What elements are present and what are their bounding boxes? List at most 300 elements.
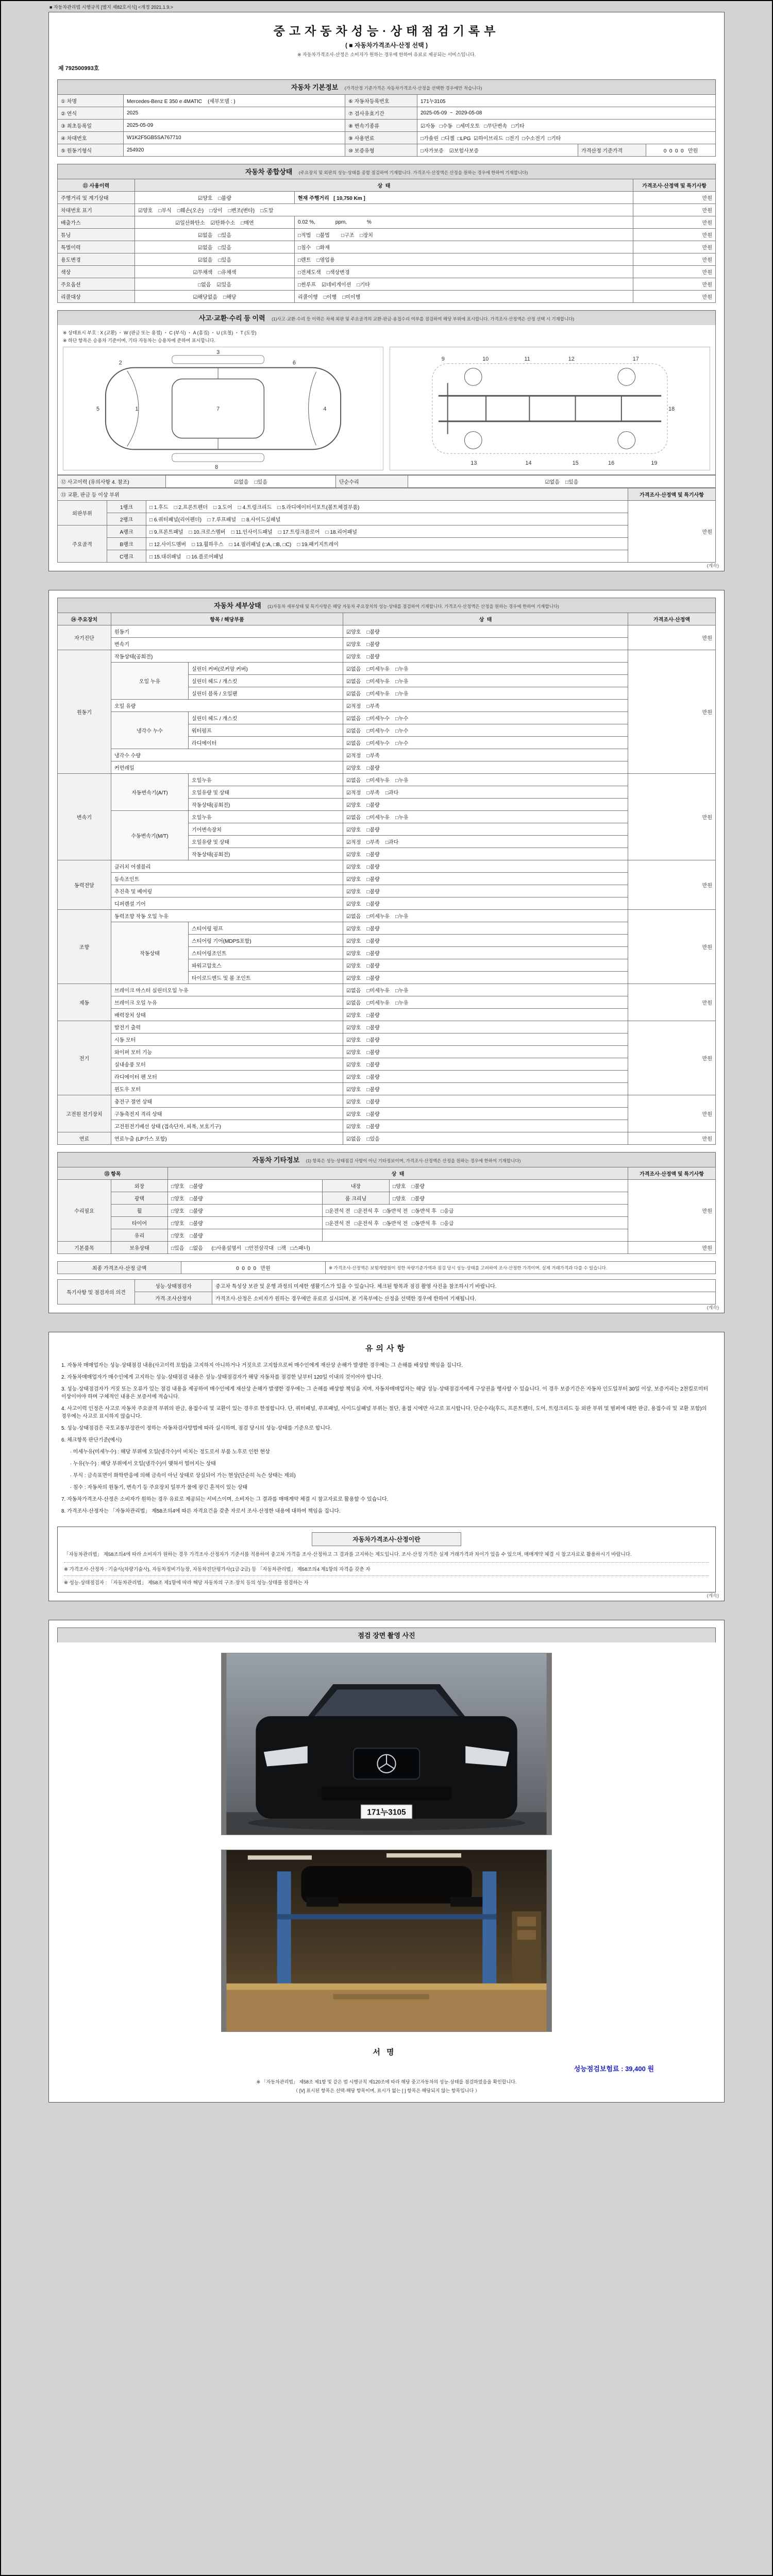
etc-info-cell: □있음 □없음 (□사용설명서 □안전삼각대 □잭 □스패너) — [168, 1242, 628, 1254]
detail-state-cell: 라디에이터 — [189, 737, 343, 749]
detail-state-cell: ☑양호 □불량 — [343, 1095, 628, 1108]
table-row — [57, 1470, 716, 1482]
section-accident-note: (1)사고·교환·수리 등 이력은 차체 외판 및 주요골격의 교환·판금·용접수리 여부를 점검하여 해당 부위에 표시합니다. 가격조사·산정액은 산정 선택 시 기재합니다) — [272, 316, 575, 321]
notice-paragraph: 6. 체크항목 판단기준(예시) — [61, 1437, 122, 1443]
final-price-cell: 0 0 0 0 만원 — [181, 1262, 326, 1274]
etc-info-cell: □양호 □불량 — [168, 1180, 323, 1192]
table-row — [58, 1262, 716, 1274]
notice-paragraph: 8. 가격조사·산정자는 「자동차관리법」 제58조의4에 따른 자격요건을 갖춘 자로서 조사·산정한 내용에 대하여 책임을 집니다. — [61, 1509, 341, 1514]
overall-state-cell: 만원 — [633, 204, 716, 216]
detail-state-cell: 타이로드엔드 및 볼 조인트 — [189, 972, 343, 984]
table-row — [58, 650, 716, 663]
table-row — [58, 1108, 716, 1120]
document-number: 제 792500993호 — [58, 65, 99, 72]
basic-info-cell: ③ 최초등록일 — [58, 120, 124, 132]
accident-rank-cell: C랭크 — [107, 550, 146, 563]
detail-state-cell: 발전기 출력 — [111, 1021, 343, 1033]
basic-info-cell: 2025-05-09 ~ 2029-05-08 — [417, 107, 716, 120]
table-row — [58, 253, 716, 266]
etc-info-cell: 보유상태 — [111, 1242, 168, 1254]
detail-state-cell: ☑양호 □불량 — [343, 885, 628, 897]
diagram-number: 11 — [524, 355, 530, 362]
detail-state-cell: 만원 — [628, 1095, 716, 1132]
final-price-cell: ※ 가격조사·산정액은 보험개발원이 정한 차량기준가액과 점검 당시 성능·상태를 고려하여 조사·산정한 가격이며, 실제 거래가격과 다를 수 있습니다. — [326, 1262, 716, 1274]
detail-state-cell: ☑없음 □미세누유 □누유 — [343, 910, 628, 922]
section-overall-bar — [57, 164, 716, 179]
detail-state-cell: 자기진단 — [58, 625, 111, 650]
table-row — [58, 996, 716, 1009]
table-row — [58, 663, 716, 675]
table-row — [58, 266, 716, 278]
detail-state-cell: 작동상태 — [111, 922, 189, 984]
accident-history-table — [57, 475, 716, 488]
accident-rank-cell: □ 6.쿼터패널(리어펜더) □ 7.루프패널 □ 8.사이드실패널 — [146, 513, 628, 526]
detail-state-cell: 워터펌프 — [189, 724, 343, 737]
table-row — [57, 1371, 716, 1383]
accident-rank-cell: A랭크 — [107, 526, 146, 538]
document-header — [57, 19, 716, 58]
detail-state-cell: 작동상태(공회전) — [111, 650, 343, 663]
detail-state-cell: 항목 / 해당부품 — [111, 613, 343, 625]
detail-state-cell: ☑적정 □부족 □과다 — [343, 836, 628, 848]
accident-legend-note: ※ 하단 항목은 승용차 기준이며, 기타 자동차는 승용차에 준하여 표시합니다. — [63, 338, 215, 343]
detail-state-cell: ☑없음 □있음 — [343, 1132, 628, 1145]
accident-rank-cell: 만원 — [628, 501, 716, 563]
detail-state-cell: 냉각수 누수 — [111, 712, 189, 749]
detail-state-cell: ☑양호 □불량 — [343, 1033, 628, 1046]
overall-state-cell: ☑없음 □있음 — [135, 229, 295, 241]
table-row — [58, 1083, 716, 1095]
detail-state-cell: ☑양호 □불량 — [343, 1021, 628, 1033]
table-row — [58, 278, 716, 291]
price-survey-info-title: 자동차가격조사·산정이란 — [312, 1532, 461, 1546]
detail-state-cell: ☑없음 □미세누유 □누유 — [343, 996, 628, 1009]
car-frame-diagram — [390, 347, 710, 470]
table-row — [58, 144, 716, 157]
detail-state-cell: 실린더 커버(로커암 커버) — [189, 663, 343, 675]
section-accident-title: 사고·교환·수리 등 이력 — [198, 314, 265, 322]
inspection-photo-front — [221, 1653, 552, 1835]
detail-state-cell: 스티어링 펌프 — [189, 922, 343, 935]
detail-state-cell: ☑없음 □미세누유 □누유 — [343, 984, 628, 996]
detail-state-cell: 냉각수 수량 — [111, 749, 343, 761]
license-plate-text: 171누3105 — [367, 1808, 406, 1817]
section-detail-bar — [57, 598, 716, 613]
detail-state-cell: 윈도우 모터 — [111, 1083, 343, 1095]
table-row — [58, 538, 716, 550]
diagram-number: 15 — [572, 460, 579, 467]
detail-state-cell: ☑양호 □불량 — [343, 897, 628, 910]
panel-basic — [48, 12, 725, 571]
detail-state-cell: 오일 유량 — [111, 700, 343, 712]
etc-info-cell — [323, 1229, 628, 1242]
table-row — [58, 1217, 716, 1229]
overall-state-cell: ⑪ 사용이력 — [58, 179, 135, 192]
accident-rank-cell: □ 15.대쉬패널 □ 16.플로어패널 — [146, 550, 628, 563]
table-row — [58, 241, 716, 253]
basic-info-cell: ⑤ 원동기형식 — [58, 144, 124, 157]
etc-info-cell: 수리필요 — [58, 1180, 111, 1242]
table-row — [58, 229, 716, 241]
detail-state-cell: 변속기 — [58, 774, 111, 860]
checkbox-legend-line: （ [V] 표시된 항목은 선택·해당 항목이며, 표시가 없는 [ ] 항목은 해당되지 않는 항목입니다 ） — [293, 2088, 480, 2093]
detail-state-cell: ☑양호 □불량 — [343, 1046, 628, 1058]
detail-state-cell: 스티어링조인트 — [189, 947, 343, 959]
detail-state-cell: 시동 모터 — [111, 1033, 343, 1046]
remarks-cell: 가격·조사산정자 — [135, 1292, 212, 1304]
notice-paragraph: 5. 성능·상태점검은 국토교통부장관이 정하는 자동차검사방법에 따라 실시하며, 점검 당시의 성능·상태를 기준으로 합니다. — [61, 1426, 332, 1431]
overall-state-cell: □적법 □불법 □구조 □장치 — [295, 229, 633, 241]
etc-info-cell: 만원 — [628, 1242, 716, 1254]
detail-state-cell: 오일 누유 — [111, 663, 189, 700]
basic-info-cell: 171누3105 — [417, 95, 716, 107]
table-row — [58, 513, 716, 526]
etc-info-cell: □양호 □불량 — [168, 1192, 323, 1205]
table-row — [58, 984, 716, 996]
notice-paragraph: 3. 성능·상태점검자가 거짓 또는 오류가 있는 점검 내용을 제공하여 매수인에게 재산상 손해가 발생한 경우에는 그 손해를 배상할 책임을 지며, 자동차매매업자는 해당 성능·상태점검자에게 구상권을 행사할 수 있습니다. 이 경우 보증기간은 자동차 인도일부터 30일 이상, 보증거리는 2천킬로미터 이상이어야 하며 구체적인 내용은 보증서에 적습니다. — [61, 1386, 710, 1400]
detail-state-cell: 실린더 헤드 / 개스킷 — [189, 712, 343, 724]
detail-state-cell: 상 태 — [343, 613, 628, 625]
table-row — [58, 1280, 716, 1292]
detail-state-cell: 조향 — [58, 910, 111, 984]
diagram-number: 5 — [96, 405, 100, 412]
table-row — [58, 132, 716, 144]
basic-info-cell: 2025-05-09 — [124, 120, 345, 132]
overall-state-cell: ☑무채색 □유채색 — [135, 266, 295, 278]
detail-state-cell: 원동기 — [58, 650, 111, 774]
price-survey-info-body: 「자동차관리법」 제58조의4에 따라 소비자가 원하는 경우 가격조사·산정자가 기준서를 적용하여 중고차 가격을 조사·산정하고 그 결과를 고지하는 제도입니다. 조사·산정 가격은 실제 거래가격과 차이가 있을 수 있으며, 매매계약 체결 시 참고자료로 활용하시기 바랍니다. — [64, 1552, 632, 1557]
section-photos-bar — [57, 1628, 716, 1642]
panel-photos — [48, 1620, 725, 2103]
remarks-table — [57, 1279, 716, 1304]
accident-rank-cell: 1랭크 — [107, 501, 146, 513]
table-row — [58, 1021, 716, 1033]
table-row — [57, 1403, 716, 1422]
overall-state-cell: 특별이력 — [58, 241, 135, 253]
section-basic-info-title: 자동차 기본정보 — [291, 83, 339, 91]
table-row — [57, 1422, 716, 1434]
basic-info-cell: ④ 차대번호 — [58, 132, 124, 144]
overall-state-cell: 만원 — [633, 216, 716, 229]
table-row — [58, 811, 716, 823]
overall-state-cell: □없음 ☑있음 — [135, 278, 295, 291]
table-row — [58, 550, 716, 563]
etc-info-cell: 외장 — [111, 1180, 168, 1192]
basic-info-cell: □가솔린 □디젤 □LPG ☑하이브리드 □전기 □수소전기 □기타 — [417, 132, 716, 144]
detail-state-cell: 기어변속장치 — [189, 823, 343, 836]
detail-state-cell: ☑양호 □불량 — [343, 860, 628, 873]
detail-state-cell: 만원 — [628, 860, 716, 910]
overall-state-cell: ☑없음 □있음 — [135, 241, 295, 253]
table-row — [58, 1095, 716, 1108]
overall-state-cell: 상 태 — [135, 179, 633, 192]
detail-state-cell: ☑양호 □불량 — [343, 947, 628, 959]
table-row — [58, 712, 716, 724]
table-row — [58, 1071, 716, 1083]
basic-info-cell: ⑧ 변속기종류 — [345, 120, 417, 132]
detail-state-cell: ☑양호 □불량 — [343, 848, 628, 860]
detail-state-cell: 가격조사·산정액 — [628, 613, 716, 625]
etc-info-cell: □양호 □불량 — [168, 1205, 323, 1217]
etc-info-cell: □양호 □불량 — [390, 1192, 628, 1205]
overall-state-cell: 주행거리 및 계기상태 — [58, 192, 135, 204]
detail-state-cell: 브레이크 마스터 실린더오일 누유 — [111, 984, 343, 996]
detail-state-cell: ☑없음 □미세누유 □누유 — [343, 811, 628, 823]
etc-info-cell: 타이어 — [111, 1217, 168, 1229]
overall-state-cell: 만원 — [633, 253, 716, 266]
detail-state-cell: 원동기 — [111, 625, 343, 638]
section-overall-note: (주요장치 및 외판의 성능·상태를 종합 점검하여 기재합니다. 가격조사·산정액은 산정을 원하는 경우에 한하여 기재합니다) — [298, 170, 528, 175]
accident-history-cell: ☑없음 □있음 — [408, 476, 716, 488]
table-row — [58, 179, 716, 192]
diagram-number: 4 — [323, 405, 327, 412]
diagram-number: 19 — [651, 460, 658, 467]
detail-state-cell: 충전구 절연 상태 — [111, 1095, 343, 1108]
detail-state-cell: 오일유량 및 상태 — [189, 786, 343, 799]
detail-state-cell: ☑양호 □불량 — [343, 1108, 628, 1120]
remarks-cell: 중고차 특성상 보관 및 운행 과정의 미세한 생활기스가 있을 수 있습니다. 체크된 항목과 점검 촬영 사진을 참조하시기 바랍니다. — [212, 1280, 716, 1292]
overall-state-cell: 만원 — [633, 278, 716, 291]
overall-state-cell: ☑양호 □부식 □훼손(오손) □상이 □변조(변타) □도말 — [135, 204, 633, 216]
detail-state-cell: 제동 — [58, 984, 111, 1021]
detail-state-cell: ☑양호 □불량 — [343, 761, 628, 774]
document-subtitle: ( ■ 자동차가격조사·산정 선택 ) — [345, 42, 428, 49]
notice-paragraph: 2. 자동차매매업자가 매수인에게 고지하는 성능·상태점검 내용은 성능·상태점검자가 해당 자동차를 점검한 날부터 120일 이내의 것이어야 합니다. — [61, 1375, 383, 1380]
detail-state-cell: ☑양호 □불량 — [343, 1058, 628, 1071]
overall-state-cell: 리콜이행 □이행 □미이행 — [295, 291, 633, 303]
table-row — [58, 625, 716, 638]
accident-rank-table — [57, 488, 716, 563]
accident-rank-cell: 2랭크 — [107, 513, 146, 526]
detail-state-cell: 동력조향 작동 오일 누유 — [111, 910, 343, 922]
detail-state-cell: 동력전달 — [58, 860, 111, 910]
detail-state-cell: ☑없음 □미세누수 □누수 — [343, 712, 628, 724]
accident-rank-cell: □ 1.후드 □ 2.프론트펜더 □ 3.도어 □ 4.트렁크리드 □ 5.라디에이터서포트(볼트체결부품) — [146, 501, 628, 513]
detail-state-cell: 작동상태(공회전) — [189, 848, 343, 860]
table-row — [58, 1120, 716, 1132]
detail-state-cell: ☑양호 □불량 — [343, 638, 628, 650]
etc-info-cell: □양호 □불량 — [168, 1217, 323, 1229]
remarks-cell: 가격조사·산정은 소비자가 원하는 경우에만 유료로 실시되며, 본 기록부에는 산정을 선택한 경우에 한하여 기재됩니다. — [212, 1292, 716, 1304]
detail-state-cell: 추진축 및 베어링 — [111, 885, 343, 897]
etc-info-cell: 룸 크리닝 — [323, 1192, 390, 1205]
car-diagrams — [63, 347, 710, 470]
performance-inspector-note: ※ 성능·상태점검자 : 「자동차관리법」 제58조 제1항에 따라 해당 자동차의 구조·장치 등의 성능·상태를 점검하는 자 — [64, 1575, 709, 1586]
table-row — [57, 1360, 716, 1371]
detail-state-cell: 전기 — [58, 1021, 111, 1095]
panel-detail — [48, 590, 725, 1313]
detail-state-cell: ☑적정 □부족 — [343, 700, 628, 712]
etc-info-cell: 휠 — [111, 1205, 168, 1217]
accident-rank-cell: □ 12.사이드멤버 □ 13.휠하우스 □ 14.필러패널 (□A, □B, □C) □ 19.패키지트레이 — [146, 538, 628, 550]
table-row — [58, 95, 716, 107]
detail-state-cell: 만원 — [628, 984, 716, 1021]
detail-state-cell: 만원 — [628, 910, 716, 984]
overall-state-cell: 리콜대상 — [58, 291, 135, 303]
remarks-cell: 특기사항 및 점검자의 의견 — [58, 1280, 135, 1304]
basic-info-cell: ⑦ 검사유효기간 — [345, 107, 417, 120]
detail-state-cell: 만원 — [628, 1132, 716, 1145]
detail-state-cell: ☑양호 □불량 — [343, 959, 628, 972]
table-row — [58, 885, 716, 897]
price-survey-appraiser-note: ※ 가격조사·산정자 : 기술사(차량기술사), 자동차정비기능장, 자동차진단평가사(1급·2급) 등 「자동차관리법」 제58조의4 제1항의 자격을 갖춘 자 — [64, 1562, 709, 1572]
overall-state-cell: 튜닝 — [58, 229, 135, 241]
detail-state-cell: 와이퍼 모터 기능 — [111, 1046, 343, 1058]
detail-state-cell: 고전원전기배선 상태 (접속단자, 피복, 보호기구) — [111, 1120, 343, 1132]
etc-info-cell: 기본품목 — [58, 1242, 111, 1254]
basic-info-cell: 가격산정 기준가격 — [578, 144, 646, 157]
detail-state-cell: 고전원 전기장치 — [58, 1095, 111, 1132]
detail-state-cell: 오일누유 — [189, 774, 343, 786]
detail-state-cell: 만원 — [628, 650, 716, 774]
section-basic-info-bar — [57, 79, 716, 94]
price-survey-info-box — [57, 1527, 716, 1592]
overall-state-cell: ☑해당없음 □해당 — [135, 291, 295, 303]
notice-paragraph: 4. 사고이력 인정은 사고로 자동차 주요골격 부위의 판금, 용접수리 및 교환이 있는 경우로 한정합니다. 단, 쿼터패널, 루프패널, 사이드실패널 부위는 절단, 용접 시에만 사고로 표시합니다. 단순수리(후드, 프론트펜더, 도어, 트렁크리드 등 외판 부위 및 범퍼에 대한 판금, 용접수리 및 교환 포함)의 경우에는 사고로 표시하지 않습니다. — [61, 1406, 709, 1419]
detail-state-cell: 만원 — [628, 625, 716, 650]
detail-state-cell: 배력장치 상태 — [111, 1009, 343, 1021]
accident-rank-cell: B랭크 — [107, 538, 146, 550]
legal-confirmation-line: ※ 「자동차관리법」 제58조 제1항 및 같은 법 시행규칙 제120조에 따라 해당 중고자동차의 성능·상태를 점검하였음을 확인합니다. — [256, 2079, 517, 2084]
table-row — [58, 1033, 716, 1046]
table-row — [58, 1180, 716, 1192]
photo-area — [57, 1642, 716, 2037]
basic-info-cell: Mercedes-Benz E 350 e 4MATIC (세부모델 : ) — [124, 95, 345, 107]
detail-state-cell: ☑적정 □부족 □과다 — [343, 786, 628, 799]
car-exterior-diagram — [63, 347, 383, 470]
diagram-number: 3 — [216, 349, 220, 355]
diagram-number: 10 — [482, 355, 489, 362]
etc-info-cell: 가격조사·산정액 및 특기사항 — [628, 1167, 716, 1180]
page-continue-marker: (계속) — [707, 563, 719, 568]
detail-state-cell: ☑양호 □불량 — [343, 650, 628, 663]
table-row — [58, 1058, 716, 1071]
notice-paragraph: · 미세누유(미세누수) : 해당 부위에 오일(냉각수)이 비치는 정도로서 부품 노후로 인한 현상 — [61, 1449, 270, 1455]
detail-state-cell: ☑양호 □불량 — [343, 972, 628, 984]
section-etc-bar — [57, 1152, 716, 1167]
table-row — [58, 1046, 716, 1058]
table-row — [58, 910, 716, 922]
detail-state-cell: 구동축전지 격리 상태 — [111, 1108, 343, 1120]
table-row — [58, 922, 716, 935]
signature-heading: 서명 — [373, 2047, 400, 2057]
etc-info-cell: □운전석 전 □운전석 후 □동반석 전 □동반석 후 □응급 — [323, 1205, 628, 1217]
detail-state-cell: 수동변속기(M/T) — [111, 811, 189, 860]
diagram-number: 8 — [215, 464, 219, 470]
overall-state-cell: 가격조사·산정액 및 특기사항 — [633, 179, 716, 192]
page-continue-marker: (계속) — [707, 1305, 719, 1310]
detail-state-cell: 클러치 어셈블리 — [111, 860, 343, 873]
etc-info-cell: ⑮ 항목 — [58, 1167, 168, 1180]
overall-state-cell: 색상 — [58, 266, 135, 278]
table-row — [58, 1009, 716, 1021]
table-row — [58, 1132, 716, 1145]
etc-info-cell: 만원 — [628, 1180, 716, 1242]
table-row — [57, 1434, 716, 1446]
overall-state-cell: 0.02 %, ppm, % — [295, 216, 633, 229]
detail-state-cell: 실린더 헤드 / 개스킷 — [189, 675, 343, 687]
table-row — [58, 873, 716, 885]
detail-state-cell: 만원 — [628, 1021, 716, 1095]
remarks-cell: 성능·상태점검자 — [135, 1280, 212, 1292]
accident-diagram-box — [57, 325, 716, 475]
detail-state-cell: 연료 — [58, 1132, 111, 1145]
diagram-number: 2 — [119, 360, 122, 366]
table-row — [57, 1383, 716, 1403]
detail-state-cell: ☑없음 □미세누유 □누유 — [343, 663, 628, 675]
table-row — [58, 488, 716, 501]
basic-info-cell: 0 0 0 0 만원 — [646, 144, 716, 157]
notice-paragraph: · 누유(누수) : 해당 부위에서 오일(냉각수)이 맺혀서 떨어지는 상태 — [61, 1461, 216, 1467]
detail-state-cell: 스티어링 기어(MDPS포함) — [189, 935, 343, 947]
diagram-number: 1 — [135, 405, 139, 412]
basic-info-cell: ☑자동 □수동 □세미오토 □무단변속 □기타 — [417, 120, 716, 132]
detail-state-cell: 파워고압호스 — [189, 959, 343, 972]
detail-state-cell: ☑양호 □불량 — [343, 799, 628, 811]
basic-info-cell: ② 연식 — [58, 107, 124, 120]
detail-state-cell: ☑양호 □불량 — [343, 1120, 628, 1132]
diagram-number: 9 — [441, 355, 445, 362]
table-row — [58, 216, 716, 229]
detail-state-cell: ☑양호 □불량 — [343, 922, 628, 935]
section-overall-title: 자동차 종합상태 — [245, 168, 293, 176]
page-continue-marker: (계속) — [707, 1592, 719, 1598]
etc-info-cell: □양호 □불량 — [390, 1180, 628, 1192]
table-row — [58, 1167, 716, 1180]
basic-info-cell: 2025 — [124, 107, 345, 120]
overall-state-cell: 만원 — [633, 266, 716, 278]
table-row — [57, 1505, 716, 1517]
final-price-table — [57, 1261, 716, 1274]
basic-info-cell: □자가보증 ☑보험사보증 — [417, 144, 578, 157]
basic-info-cell: ⑥ 자동차등록번호 — [345, 95, 417, 107]
table-row — [58, 613, 716, 625]
section-photos-title: 점검 장면 촬영 사진 — [358, 1631, 415, 1639]
overall-state-cell: 배출가스 — [58, 216, 135, 229]
accident-history-cell: ⑫ 사고이력 (유의사항 4. 참조) — [58, 476, 166, 488]
detail-state-cell: 오일누유 — [189, 811, 343, 823]
detail-state-cell: 실내송풍 모터 — [111, 1058, 343, 1071]
table-row — [58, 774, 716, 786]
accident-rank-cell: □ 9.프론트패널 □ 10.크로스멤버 □ 11.인사이드패널 □ 17.트렁크플로어 □ 18.리어패널 — [146, 526, 628, 538]
etc-info-cell: 광택 — [111, 1192, 168, 1205]
notice-list — [57, 1360, 716, 1517]
diagram-number: 16 — [608, 460, 615, 467]
overall-state-cell: □침수 □화재 — [295, 241, 633, 253]
table-row — [58, 1242, 716, 1254]
table-row — [58, 749, 716, 761]
detail-state-cell: 커먼레일 — [111, 761, 343, 774]
diagram-number: 6 — [292, 360, 296, 366]
overall-state-cell: 차대번호 표기 — [58, 204, 135, 216]
notice-paragraph: · 침수 : 자동차의 원동기, 변속기 등 주요장치 일부가 물에 잠긴 흔적이 있는 상태 — [61, 1485, 248, 1490]
detail-state-cell: 등속조인트 — [111, 873, 343, 885]
etc-info-cell: 유리 — [111, 1229, 168, 1242]
table-row — [58, 1205, 716, 1217]
table-row — [58, 526, 716, 538]
table-row — [58, 1192, 716, 1205]
accident-rank-cell: 주요골격 — [58, 526, 107, 563]
detail-state-cell: 오일유량 및 상태 — [189, 836, 343, 848]
panel-notice — [48, 1332, 725, 1601]
table-row — [58, 897, 716, 910]
table-row — [58, 1229, 716, 1242]
detail-state-cell: 작동상태(공회전) — [189, 799, 343, 811]
accident-history-cell: 단순수리 — [336, 476, 408, 488]
table-row — [57, 1446, 716, 1458]
section-accident-bar — [57, 310, 716, 325]
detail-state-cell: ☑양호 □불량 — [343, 935, 628, 947]
